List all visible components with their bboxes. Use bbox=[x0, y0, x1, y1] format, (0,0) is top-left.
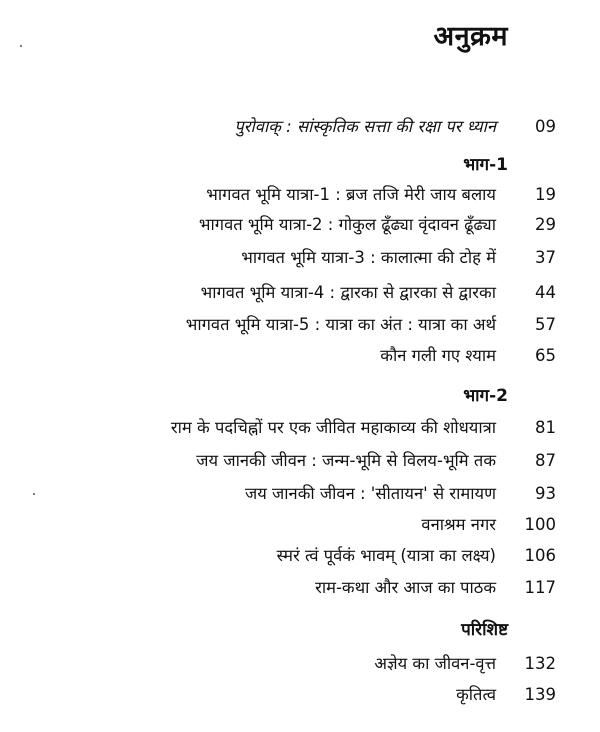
scan-speck bbox=[33, 493, 35, 495]
page-title: अनुक्रम bbox=[433, 21, 508, 52]
toc-entry-title: कौन गली गए श्याम bbox=[380, 346, 496, 365]
toc-entry bbox=[60, 481, 556, 509]
toc-entry-title: भागवत भूमि यात्रा-5 : यात्रा का अंत : यात्रा का अर्थ bbox=[185, 315, 496, 334]
section-heading-part-1: भाग-1 bbox=[463, 155, 508, 175]
toc-entry bbox=[60, 651, 556, 679]
toc-entry-title: भागवत भूमि यात्रा-2 : गोकुल ढूँढ्या वृंदावन ढूँढ्या bbox=[198, 215, 496, 234]
toc-entry bbox=[60, 415, 556, 443]
toc-entry bbox=[60, 575, 556, 603]
toc-entry-title: स्मरं त्वं पूर्वकं भावम् (यात्रा का लक्ष्य) bbox=[276, 546, 496, 565]
toc-entry bbox=[60, 280, 556, 308]
toc-entry bbox=[60, 543, 556, 571]
toc-entry bbox=[60, 245, 556, 273]
toc-entry-page: 09 bbox=[535, 117, 556, 136]
toc-entry-title: वनाश्रम नगर bbox=[421, 515, 496, 534]
toc-entry-title: भागवत भूमि यात्रा-1 : ब्रज तजि मेरी जाय बलाय bbox=[206, 185, 496, 204]
toc-entry bbox=[60, 312, 556, 340]
toc-entry-page: 44 bbox=[535, 283, 556, 302]
toc-entry-title: अज्ञेय का जीवन-वृत्त bbox=[374, 654, 496, 673]
toc-entry-title: भागवत भूमि यात्रा-4 : द्वारका से द्वारका से द्वारका bbox=[200, 283, 496, 302]
toc-entry bbox=[60, 448, 556, 476]
toc-entry bbox=[60, 682, 556, 710]
toc-entry-page: 106 bbox=[524, 546, 556, 565]
toc-entry-page: 57 bbox=[535, 315, 556, 334]
toc-entry bbox=[60, 512, 556, 540]
toc-entry-page: 81 bbox=[535, 418, 556, 437]
toc-entry-preface bbox=[60, 114, 556, 142]
section-heading-appendix: परिशिष्ट bbox=[461, 620, 508, 640]
toc-entry-title: पुरोवाक् : सांस्कृतिक सत्ता की रक्षा पर ध्यान bbox=[234, 117, 496, 136]
toc-entry-title: कृतित्व bbox=[456, 685, 496, 704]
toc-entry-title: भागवत भूमि यात्रा-3 : कालात्मा की टोह में bbox=[241, 248, 496, 267]
toc-entry-page: 65 bbox=[535, 346, 556, 365]
toc-entry-page: 93 bbox=[535, 484, 556, 503]
toc-entry-title: जय जानकी जीवन : 'सीतायन' से रामायण bbox=[244, 484, 496, 503]
toc-entry-title: राम के पदचिह्नों पर एक जीवित महाकाव्य की शोधयात्रा bbox=[170, 418, 496, 437]
toc-entry-title: राम-कथा और आज का पाठक bbox=[315, 578, 496, 597]
toc-entry bbox=[60, 182, 556, 210]
toc-entry-page: 19 bbox=[535, 185, 556, 204]
scan-speck bbox=[20, 45, 22, 47]
toc-entry-page: 139 bbox=[524, 685, 556, 704]
toc-entry-page: 29 bbox=[535, 215, 556, 234]
toc-entry-page: 87 bbox=[535, 451, 556, 470]
toc-entry bbox=[60, 343, 556, 371]
section-heading-part-2: भाग-2 bbox=[463, 386, 508, 406]
toc-entry-page: 100 bbox=[524, 515, 556, 534]
toc-entry-page: 132 bbox=[524, 654, 556, 673]
toc-entry-title: जय जानकी जीवन : जन्म-भूमि से विलय-भूमि तक bbox=[196, 451, 496, 470]
toc-entry bbox=[60, 212, 556, 240]
toc-entry-page: 117 bbox=[524, 578, 556, 597]
toc-entry-page: 37 bbox=[535, 248, 556, 267]
